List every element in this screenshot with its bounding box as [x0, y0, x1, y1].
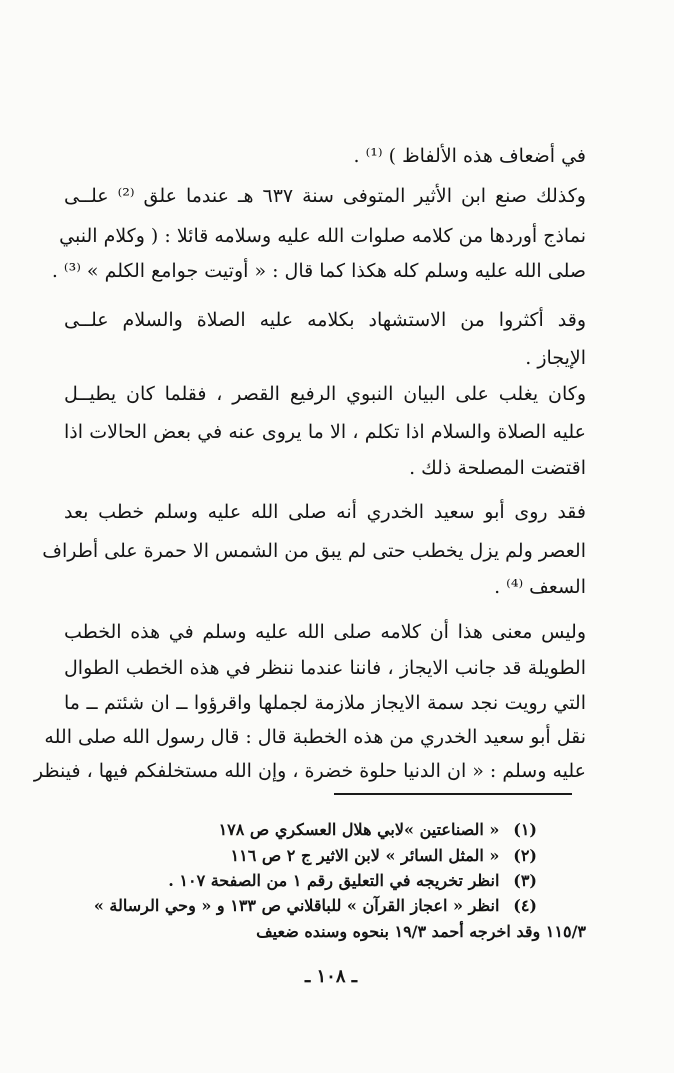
body-line-17: عليه وسلم : « ان الدنيا حلوة خضرة ، وإن الله مستخلفكم فيها ، فينظر: [33, 760, 586, 782]
footnote-text: انظر تخريجه في التعليق رقم ١ من الصفحة ١٠٧ .: [168, 871, 500, 890]
footnote-separator: [334, 793, 572, 795]
body-line-13: وليس معنى هذا أن كلامه صلى الله عليه وسلم في هذه الخطب: [64, 621, 586, 643]
body-line-7: وكان يغلب على البيان النبوي الرفيع القصر ، فقلما كان يطيــل: [64, 383, 586, 405]
body-line-14: الطويلة قد جانب الايجاز ، فاننا عندما ننظر في هذه الخطب الطوال: [64, 657, 586, 679]
body-line-15: التي رويت نجد سمة الايجاز ملازمة لجملها واقرؤوا ــ ان شئتم ــ ما: [64, 692, 586, 714]
footnote-1: [219, 818, 537, 842]
footnote-continuation: ١١٥/٣ وقد اخرجه أحمد ١٩/٣ بنحوه وسنده ضعيف: [256, 922, 586, 941]
footnote-2: [231, 844, 537, 868]
page-number: ـ ١٠٨ ـ: [304, 966, 358, 987]
footnote-4: [94, 894, 537, 918]
footnote-3: [168, 869, 537, 893]
footnote-number: (٢): [513, 846, 537, 865]
body-line-2: وكذلك صنع ابن الأثير المتوفى سنة ٦٣٧ هـ عندما علق ⁽²⁾ علــى: [64, 185, 586, 207]
body-line-8: عليه الصلاة والسلام اذا تكلم ، الا ما يروى عنه في بعض الحالات اذا: [64, 421, 586, 443]
footnote-number: (١): [513, 820, 537, 839]
footnote-text: « الصناعتين »لابي هلال العسكري ص ١٧٨: [218, 820, 500, 839]
body-line-1: في أضعاف هذه الألفاظ ) ⁽¹⁾ .: [353, 145, 586, 167]
footnote-number: (٣): [513, 871, 537, 890]
body-line-16: نقل أبو سعيد الخدري من هذه الخطبة قال : قال رسول الله صلى الله: [44, 726, 586, 748]
footnote-number: (٤): [513, 896, 537, 915]
body-line-3: نماذج أوردها من كلامه صلوات الله عليه وسلامه قائلا : ( وكلام النبي: [59, 225, 586, 247]
body-line-9: اقتضت المصلحة ذلك .: [409, 457, 586, 479]
body-line-5: وقد أكثروا من الاستشهاد بكلامه عليه الصلاة والسلام علــى: [64, 309, 586, 331]
body-line-6: الإيجاز .: [525, 347, 586, 369]
body-line-4: صلى الله عليه وسلم كله هكذا كما قال : « أوتيت جوامع الكلم » ⁽³⁾ .: [51, 260, 586, 282]
footnote-text: انظر « اعجاز القرآن » للباقلاني ص ١٣٣ و « وحي الرسالة »: [93, 896, 500, 915]
body-line-12: السعف ⁽⁴⁾ .: [494, 576, 586, 598]
footnote-text: « المثل السائر » لابن الاثير ج ٢ ص ١١٦: [230, 846, 500, 865]
body-line-10: فقد روى أبو سعيد الخدري أنه صلى الله عليه وسلم خطب بعد: [64, 501, 586, 523]
body-line-11: العصر ولم يزل يخطب حتى لم يبق من الشمس الا حمرة على أطراف: [42, 540, 586, 562]
